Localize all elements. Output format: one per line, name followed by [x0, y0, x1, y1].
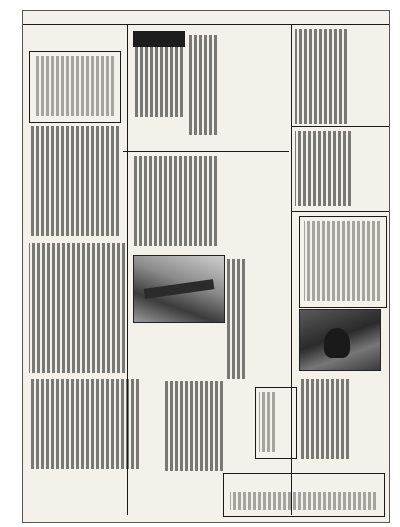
column-rule [291, 25, 292, 515]
column-rule [291, 126, 389, 127]
masthead-rule [23, 24, 389, 25]
newspaper-page [22, 10, 390, 523]
right-boxed-notice [299, 216, 387, 308]
right-photo [299, 309, 381, 371]
lower-center-article-body [163, 381, 223, 471]
left-center-article-body [133, 47, 183, 117]
mid-right-article-body [295, 131, 351, 206]
center-article-body [133, 156, 217, 246]
right-article-body [295, 29, 347, 124]
left-article-body [29, 126, 119, 236]
lower-left-article-body-2 [29, 379, 139, 469]
left-boxed-notice [29, 51, 121, 123]
column-rule [127, 25, 128, 515]
center-photo [133, 255, 225, 323]
column-rule [291, 211, 389, 212]
center-story-body [227, 259, 245, 379]
main-article-body [189, 35, 217, 135]
column-rule [123, 151, 289, 152]
bottom-advertisement [223, 473, 385, 517]
lower-left-article-body [29, 243, 125, 373]
lower-right-article-body [299, 379, 349, 459]
section-banner [133, 31, 185, 47]
